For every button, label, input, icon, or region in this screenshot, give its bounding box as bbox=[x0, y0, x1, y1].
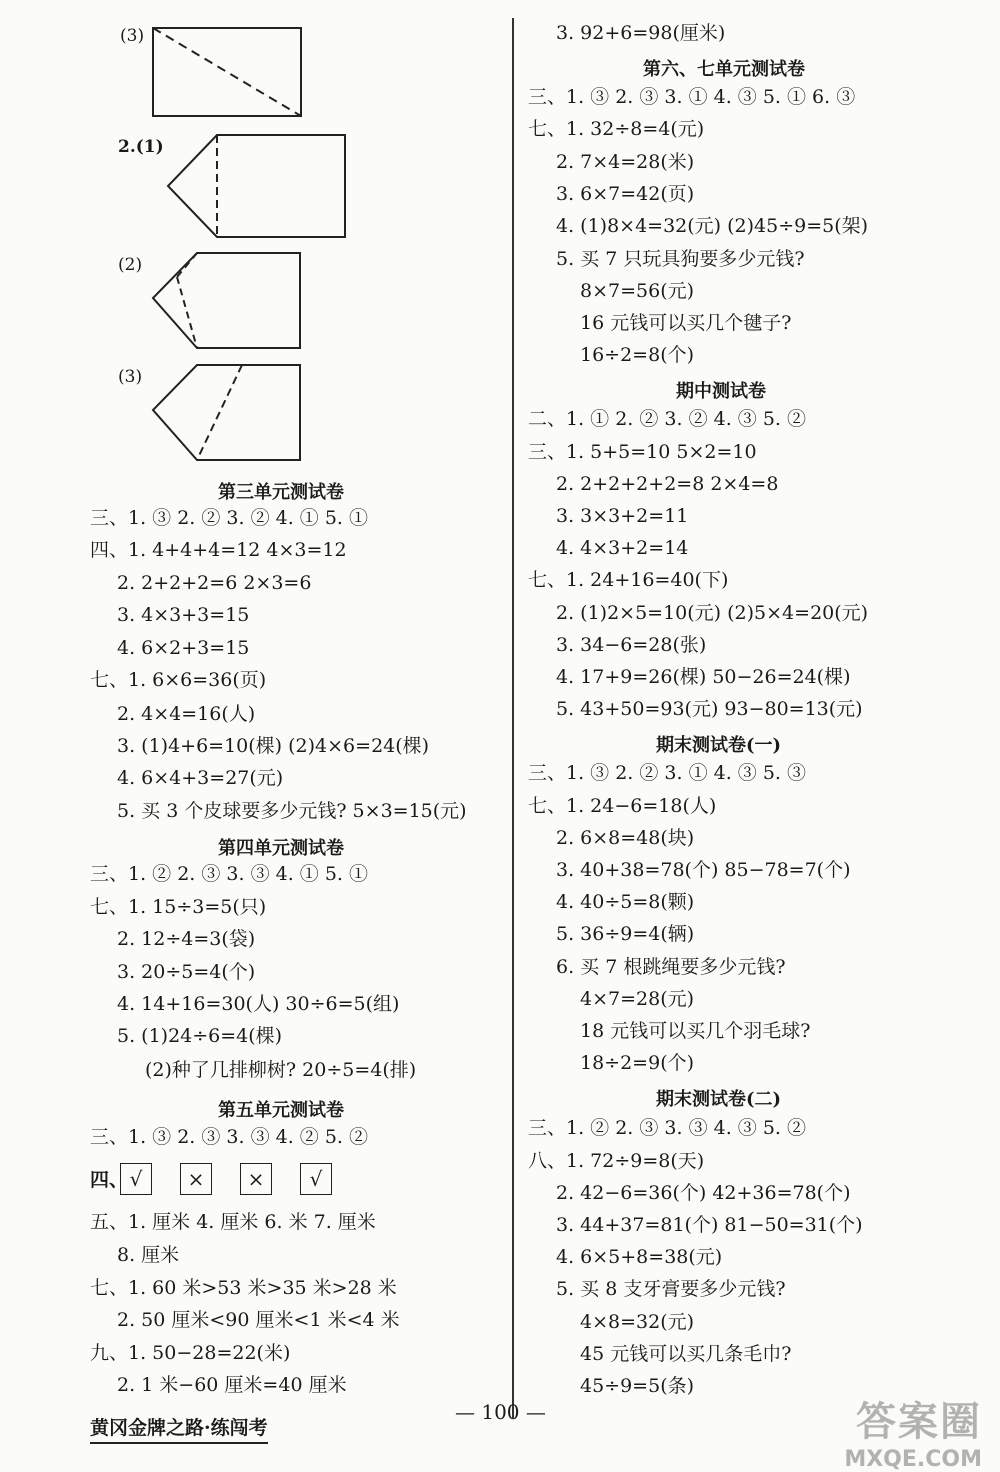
answer-line: 七、1. 60 米>53 米>35 米>28 米 bbox=[90, 1277, 397, 1299]
answer-line: 5. 36÷9=4(辆) bbox=[556, 923, 695, 945]
answer-box: √ bbox=[300, 1163, 332, 1195]
answer-line: 3. 6×7=42(页) bbox=[556, 183, 695, 205]
section-heading-midterm: 期中测试卷 bbox=[676, 381, 766, 402]
answer-line: 4. 6×5+8=38(元) bbox=[556, 1246, 723, 1268]
answer-line: 七、1. 32÷8=4(元) bbox=[528, 118, 705, 140]
answer-line: 3. 44+37=81(个) 81−50=31(个) bbox=[556, 1214, 863, 1236]
answer-line: 3. 20÷5=4(个) bbox=[117, 961, 256, 983]
answer-line: 5. (1)24÷6=4(棵) bbox=[117, 1025, 283, 1047]
answer-line: 2. (1)2×5=10(元) (2)5×4=20(元) bbox=[556, 602, 869, 624]
answer-line: 4×8=32(元) bbox=[580, 1311, 695, 1333]
pentagon-figure-3 bbox=[150, 362, 305, 464]
answer-line: 3. 92+6=98(厘米) bbox=[556, 22, 726, 44]
figure-label: (3) bbox=[118, 367, 143, 387]
answer-line: 5. 买 7 只玩具狗要多少元钱? bbox=[556, 248, 805, 270]
answer-box: × bbox=[180, 1163, 212, 1195]
answer-line: 3. 40+38=78(个) 85−78=7(个) bbox=[556, 859, 851, 881]
answer-line: 4×7=28(元) bbox=[580, 988, 695, 1010]
pentagon-figure-1 bbox=[165, 132, 350, 242]
answer-line: 6. 买 7 根跳绳要多少元钱? bbox=[556, 956, 786, 978]
answer-line: 4. 40÷5=8(颗) bbox=[556, 891, 695, 913]
answer-line: 3. 4×3+3=15 bbox=[117, 604, 250, 626]
answer-line: 二、1. ① 2. ② 3. ② 4. ③ 5. ② bbox=[528, 408, 806, 430]
answer-line: 八、1. 72÷9=8(天) bbox=[528, 1150, 705, 1172]
answer-line: 2. 1 米−60 厘米=40 厘米 bbox=[117, 1374, 347, 1396]
answer-line: 18 元钱可以买几个羽毛球? bbox=[580, 1020, 811, 1042]
answer-line: 4. 4×3+2=14 bbox=[556, 537, 689, 559]
answer-line: 四、1. 4+4+4=12 4×3=12 bbox=[90, 539, 347, 561]
answer-line: 2. 2+2+2+2=8 2×4=8 bbox=[556, 473, 779, 495]
figure-label: (3) bbox=[120, 26, 145, 46]
answer-line: 4. (1)8×4=32(元) (2)45÷9=5(架) bbox=[556, 215, 869, 237]
answer-line: 三、1. ③ 2. ② 3. ① 4. ③ 5. ③ bbox=[528, 762, 806, 784]
answer-line: 4. 14+16=30(人) 30÷6=5(组) bbox=[117, 993, 400, 1015]
answer-line: 三、1. ③ 2. ③ 3. ① 4. ③ 5. ① 6. ③ bbox=[528, 86, 856, 108]
watermark-url: MXQE.COM bbox=[844, 1447, 982, 1472]
section-heading-unit3: 第三单元测试卷 bbox=[218, 482, 344, 503]
answer-box: √ bbox=[120, 1163, 152, 1195]
answer-line: 三、1. 5+5=10 5×2=10 bbox=[528, 441, 757, 463]
answer-line: 4. 6×2+3=15 bbox=[117, 637, 250, 659]
answer-line: 三、1. ② 2. ③ 3. ③ 4. ① 5. ① bbox=[90, 863, 368, 885]
answer-line: 2. 50 厘米<90 厘米<1 米<4 米 bbox=[117, 1309, 400, 1331]
answer-line: 2. 7×4=28(米) bbox=[556, 151, 695, 173]
answer-line: 4. 6×4+3=27(元) bbox=[117, 767, 284, 789]
rectangle-diagonal-figure bbox=[150, 25, 305, 120]
answer-line: 五、1. 厘米 4. 厘米 6. 米 7. 厘米 bbox=[90, 1211, 376, 1233]
answer-line: 2. 12÷4=3(袋) bbox=[117, 928, 256, 950]
answer-line: 8×7=56(元) bbox=[580, 280, 695, 302]
watermark-logo-text: 答案圈 bbox=[856, 1398, 982, 1445]
section-heading-unit4: 第四单元测试卷 bbox=[218, 838, 344, 859]
answer-line: 3. 34−6=28(张) bbox=[556, 634, 707, 656]
figure-label: 2.(1) bbox=[118, 137, 164, 157]
answer-line: 七、1. 6×6=36(页) bbox=[90, 669, 267, 691]
section-heading-final1: 期末测试卷(一) bbox=[656, 735, 782, 756]
answer-line: 九、1. 50−28=22(米) bbox=[90, 1342, 291, 1364]
answer-line: 4. 17+9=26(棵) 50−26=24(棵) bbox=[556, 666, 851, 688]
answer-line: 2. 42−6=36(个) 42+36=78(个) bbox=[556, 1182, 851, 1204]
answer-line: 16÷2=8(个) bbox=[580, 344, 695, 366]
watermark bbox=[844, 1390, 982, 1472]
section-heading-unit67: 第六、七单元测试卷 bbox=[643, 59, 805, 80]
figure-label: (2) bbox=[118, 255, 143, 275]
section-heading-unit5: 第五单元测试卷 bbox=[218, 1100, 344, 1121]
answer-line: 七、1. 15÷3=5(只) bbox=[90, 896, 267, 918]
answer-line: 七、1. 24+16=40(下) bbox=[528, 569, 729, 591]
section-heading-final2: 期末测试卷(二) bbox=[656, 1089, 782, 1110]
answer-line: 2. 4×4=16(人) bbox=[117, 703, 256, 725]
answer-line: (2)种了几排柳树? 20÷5=4(排) bbox=[145, 1059, 417, 1081]
answer-line: 3. 3×3+2=11 bbox=[556, 505, 689, 527]
answer-line: 45÷9=5(条) bbox=[580, 1375, 695, 1397]
answer-line: 5. 43+50=93(元) 93−80=13(元) bbox=[556, 698, 863, 720]
answer-line: 5. 买 3 个皮球要多少元钱? 5×3=15(元) bbox=[117, 800, 467, 822]
answer-line: 45 元钱可以买几条毛巾? bbox=[580, 1343, 792, 1365]
answer-line: 三、1. ② 2. ③ 3. ③ 4. ③ 5. ② bbox=[528, 1117, 806, 1139]
page-number: — 100 — bbox=[455, 1400, 546, 1424]
answer-line: 3. (1)4+6=10(棵) (2)4×6=24(棵) bbox=[117, 735, 430, 757]
footer-title: 黄冈金牌之路·练闯考 bbox=[90, 1413, 268, 1444]
answer-line: 18÷2=9(个) bbox=[580, 1052, 695, 1074]
answer-line: 8. 厘米 bbox=[117, 1244, 180, 1266]
true-false-boxes bbox=[120, 1163, 360, 1195]
answer-line: 四、 bbox=[90, 1169, 129, 1191]
answer-line: 2. 6×8=48(块) bbox=[556, 827, 695, 849]
column-divider bbox=[512, 18, 514, 1418]
answer-line: 七、1. 24−6=18(人) bbox=[528, 795, 717, 817]
answer-line: 2. 2+2+2=6 2×3=6 bbox=[117, 572, 312, 594]
answer-line: 三、1. ③ 2. ③ 3. ③ 4. ② 5. ② bbox=[90, 1126, 368, 1148]
answer-box: × bbox=[240, 1163, 272, 1195]
answer-line: 16 元钱可以买几个毽子? bbox=[580, 312, 792, 334]
pentagon-figure-2 bbox=[150, 250, 305, 352]
answer-line: 三、1. ③ 2. ② 3. ② 4. ① 5. ① bbox=[90, 507, 368, 529]
answer-line: 5. 买 8 支牙膏要多少元钱? bbox=[556, 1278, 786, 1300]
